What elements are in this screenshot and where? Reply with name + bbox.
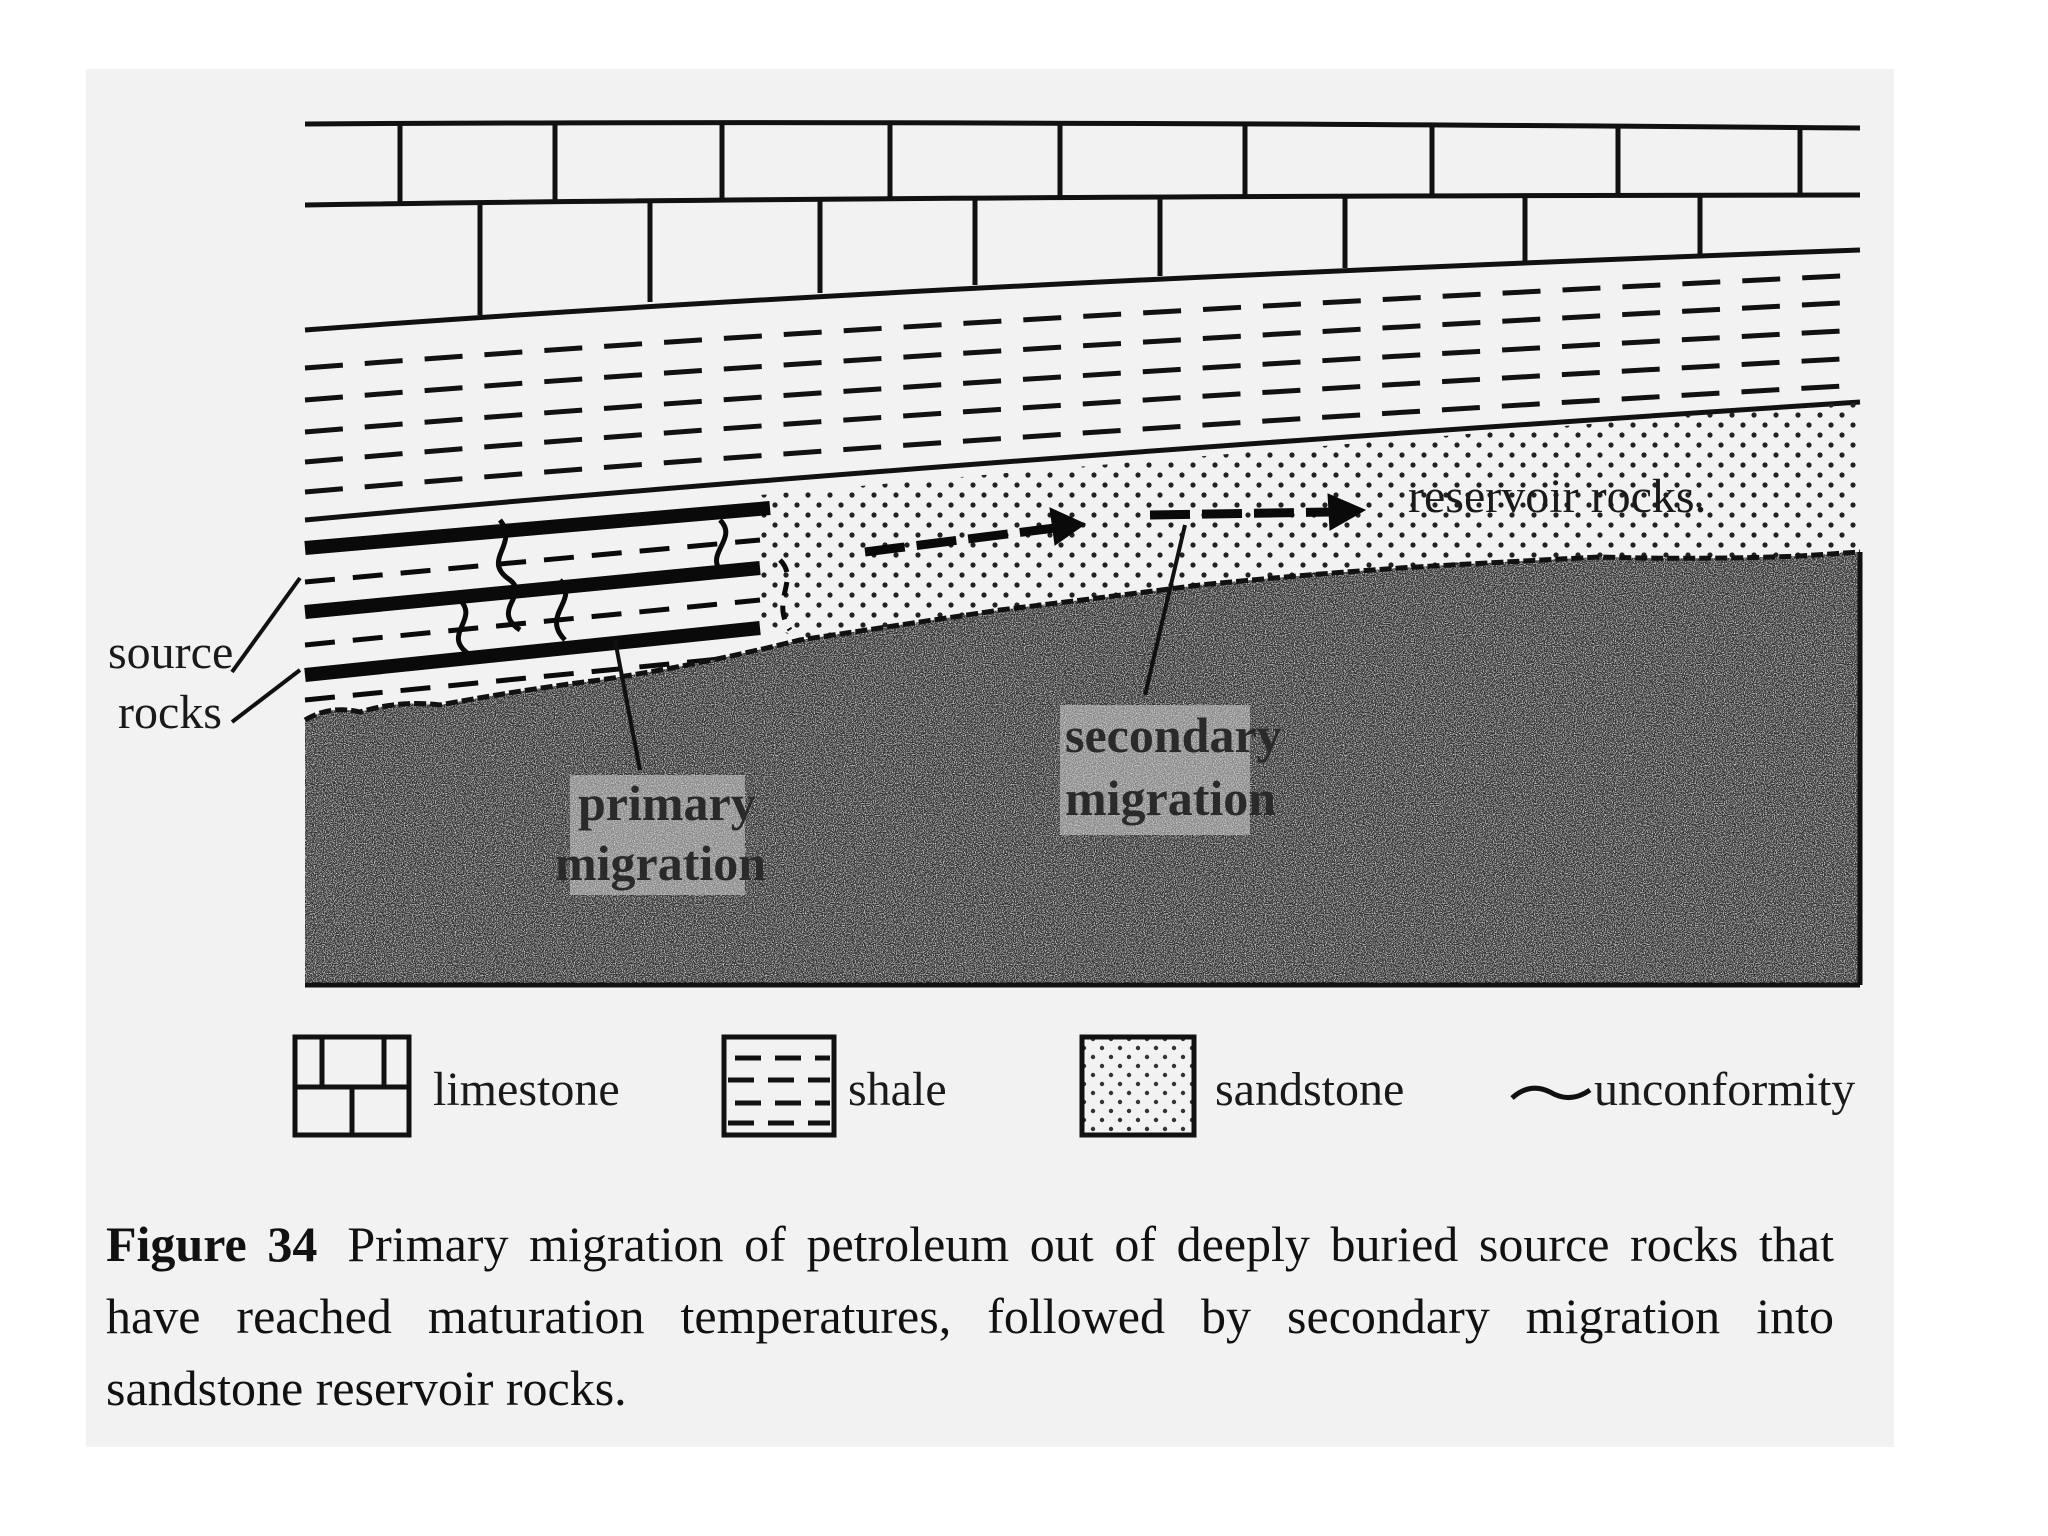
- source-rocks-label-1: source: [108, 626, 234, 679]
- legend-shale-swatch: [724, 1037, 834, 1135]
- primary-migration-label-2: migration: [555, 835, 767, 891]
- legend: [295, 1037, 1855, 1135]
- caption-text: Primary migration of petroleum out of deeply buried source rocks that have reached maturation temperatures, followed by secondary migration into sandstone reservoir rocks.: [106, 1216, 1834, 1416]
- figure-number: Figure 34: [106, 1216, 318, 1272]
- legend-unconformity-symbol: [1512, 1088, 1590, 1098]
- limestone-layer: [305, 122, 1860, 330]
- secondary-migration-label-2: migration: [1065, 770, 1277, 826]
- source-rocks-label-2: rocks: [118, 686, 222, 739]
- legend-unconformity-label: unconformity: [1594, 1063, 1856, 1116]
- legend-sandstone-label: sandstone: [1215, 1063, 1405, 1116]
- legend-shale-label: shale: [848, 1063, 947, 1116]
- figure-caption: [106, 1208, 1834, 1424]
- legend-limestone-label: limestone: [433, 1063, 620, 1116]
- legend-sandstone-swatch: [1082, 1037, 1194, 1135]
- legend-limestone-swatch: [295, 1037, 409, 1135]
- reservoir-rocks-label: reservoir rocks.: [1408, 470, 1707, 523]
- primary-migration-label-1: primary: [578, 775, 756, 831]
- secondary-migration-label-1: secondary: [1065, 707, 1282, 763]
